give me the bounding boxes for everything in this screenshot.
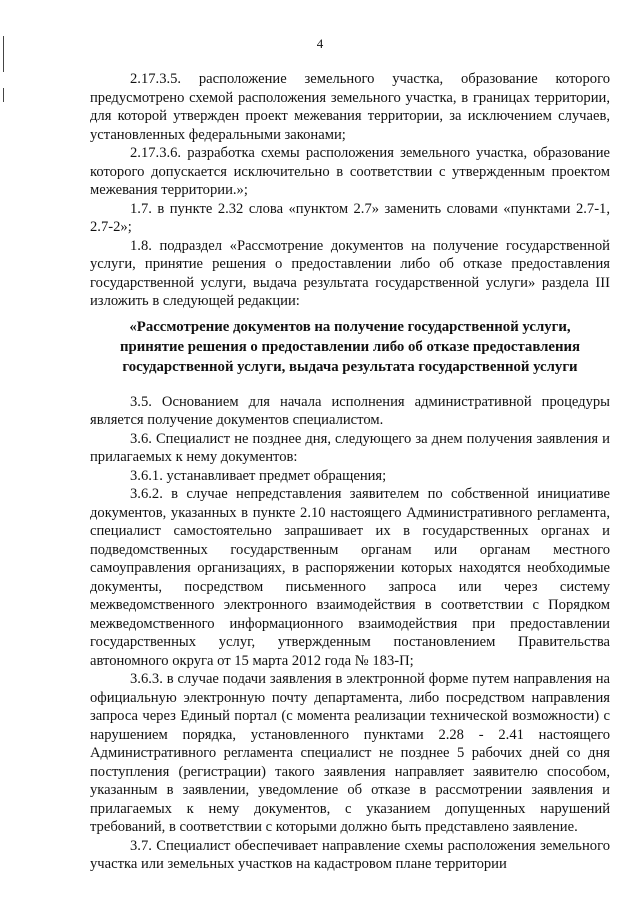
paragraph-1-8: 1.8. подраздел «Рассмотрение документов на получение государственной услуги, принятие решения о предоставлении либо об отказе предоставления государственной услуги, выдача результата государственной услуги» раздела III изложить в следующей редакции: xyxy=(90,237,610,309)
paragraph-3-6: 3.6. Специалист не позднее дня, следующего за днем получения заявления и прилагаемых к нему документов: xyxy=(90,430,610,465)
paragraph-2-17-3-6: 2.17.3.6. разработка схемы расположения земельного участка, образование которого допускается исключительно в соответствии с утвержденным проектом межевания территории.»; xyxy=(90,145,610,198)
section-heading xyxy=(90,317,610,377)
page-number: 4 xyxy=(316,36,324,51)
section-heading-line-3: государственной услуги, выдача результата государственной услуги xyxy=(122,358,578,375)
paragraph-3-6-2: 3.6.2. в случае непредставления заявителем по собственной инициативе документов, указанных в пункте 2.10 настоящего Административного регламента, специалист самостоятельно запрашивает их в государственных органах и подведомственных государственным органам или органам местного самоуправления организациях, в распоряжении которых находятся необходимые документы, посредством письменного запроса или через систему межведомственного электронного взаимодействия в соответствии с Порядком межведомственного информационного взаимодействия при предоставлении государственных услуг, утвержденным постановлением Правительства автономного округа от 15 марта 2012 года № 183-П; xyxy=(90,486,610,669)
paragraph-2-17-3-5: 2.17.3.5. расположение земельного участка, образование которого предусмотрено схемой расположения земельного участка, в границах территории, для которой утвержден проект межевания территории, за исключением случаев, установленных федеральными законами; xyxy=(90,71,610,143)
paragraph-3-6-1: 3.6.1. устанавливает предмет обращения; xyxy=(130,467,387,484)
paragraph-3-5: 3.5. Основанием для начала исполнения административной процедуры является получение документов специалистом. xyxy=(90,393,610,428)
document-body xyxy=(90,70,610,874)
paragraph-3-6-3: 3.6.3. в случае подачи заявления в электронной форме путем направления на официальную электронную почту департамента, либо посредством направления запроса через Единый портал (с момента реализации технической возможности) с нарушением порядка, установленного пунктами 2.28 - 2.41 настоящего Административного регламента специалист не позднее 5 рабочих дней со дня поступления (регистрации) такого заявления направляет заявителю способом, указанным в заявлении, уведомление об отказе в рассмотрении заявления и прилагаемых к нему документов, с указанием допущенных нарушений требований, в соответствии с которыми должно быть представлено заявление. xyxy=(90,671,610,835)
section-heading-line-2: принятие решения о предоставлении либо об отказе предоставления xyxy=(119,338,581,355)
section-heading-line-1: «Рассмотрение документов на получение государственной услуги, xyxy=(129,318,571,335)
paragraph-3-7: 3.7. Специалист обеспечивает направление схемы расположения земельного участка или земельных участков на кадастровом плане территории xyxy=(90,837,610,872)
spacer xyxy=(90,377,610,393)
paragraph-1-7: 1.7. в пункте 2.32 слова «пунктом 2.7» заменить словами «пунктами 2.7-1, 2.7-2»; xyxy=(90,200,610,235)
margin-mark-middle xyxy=(3,88,4,102)
